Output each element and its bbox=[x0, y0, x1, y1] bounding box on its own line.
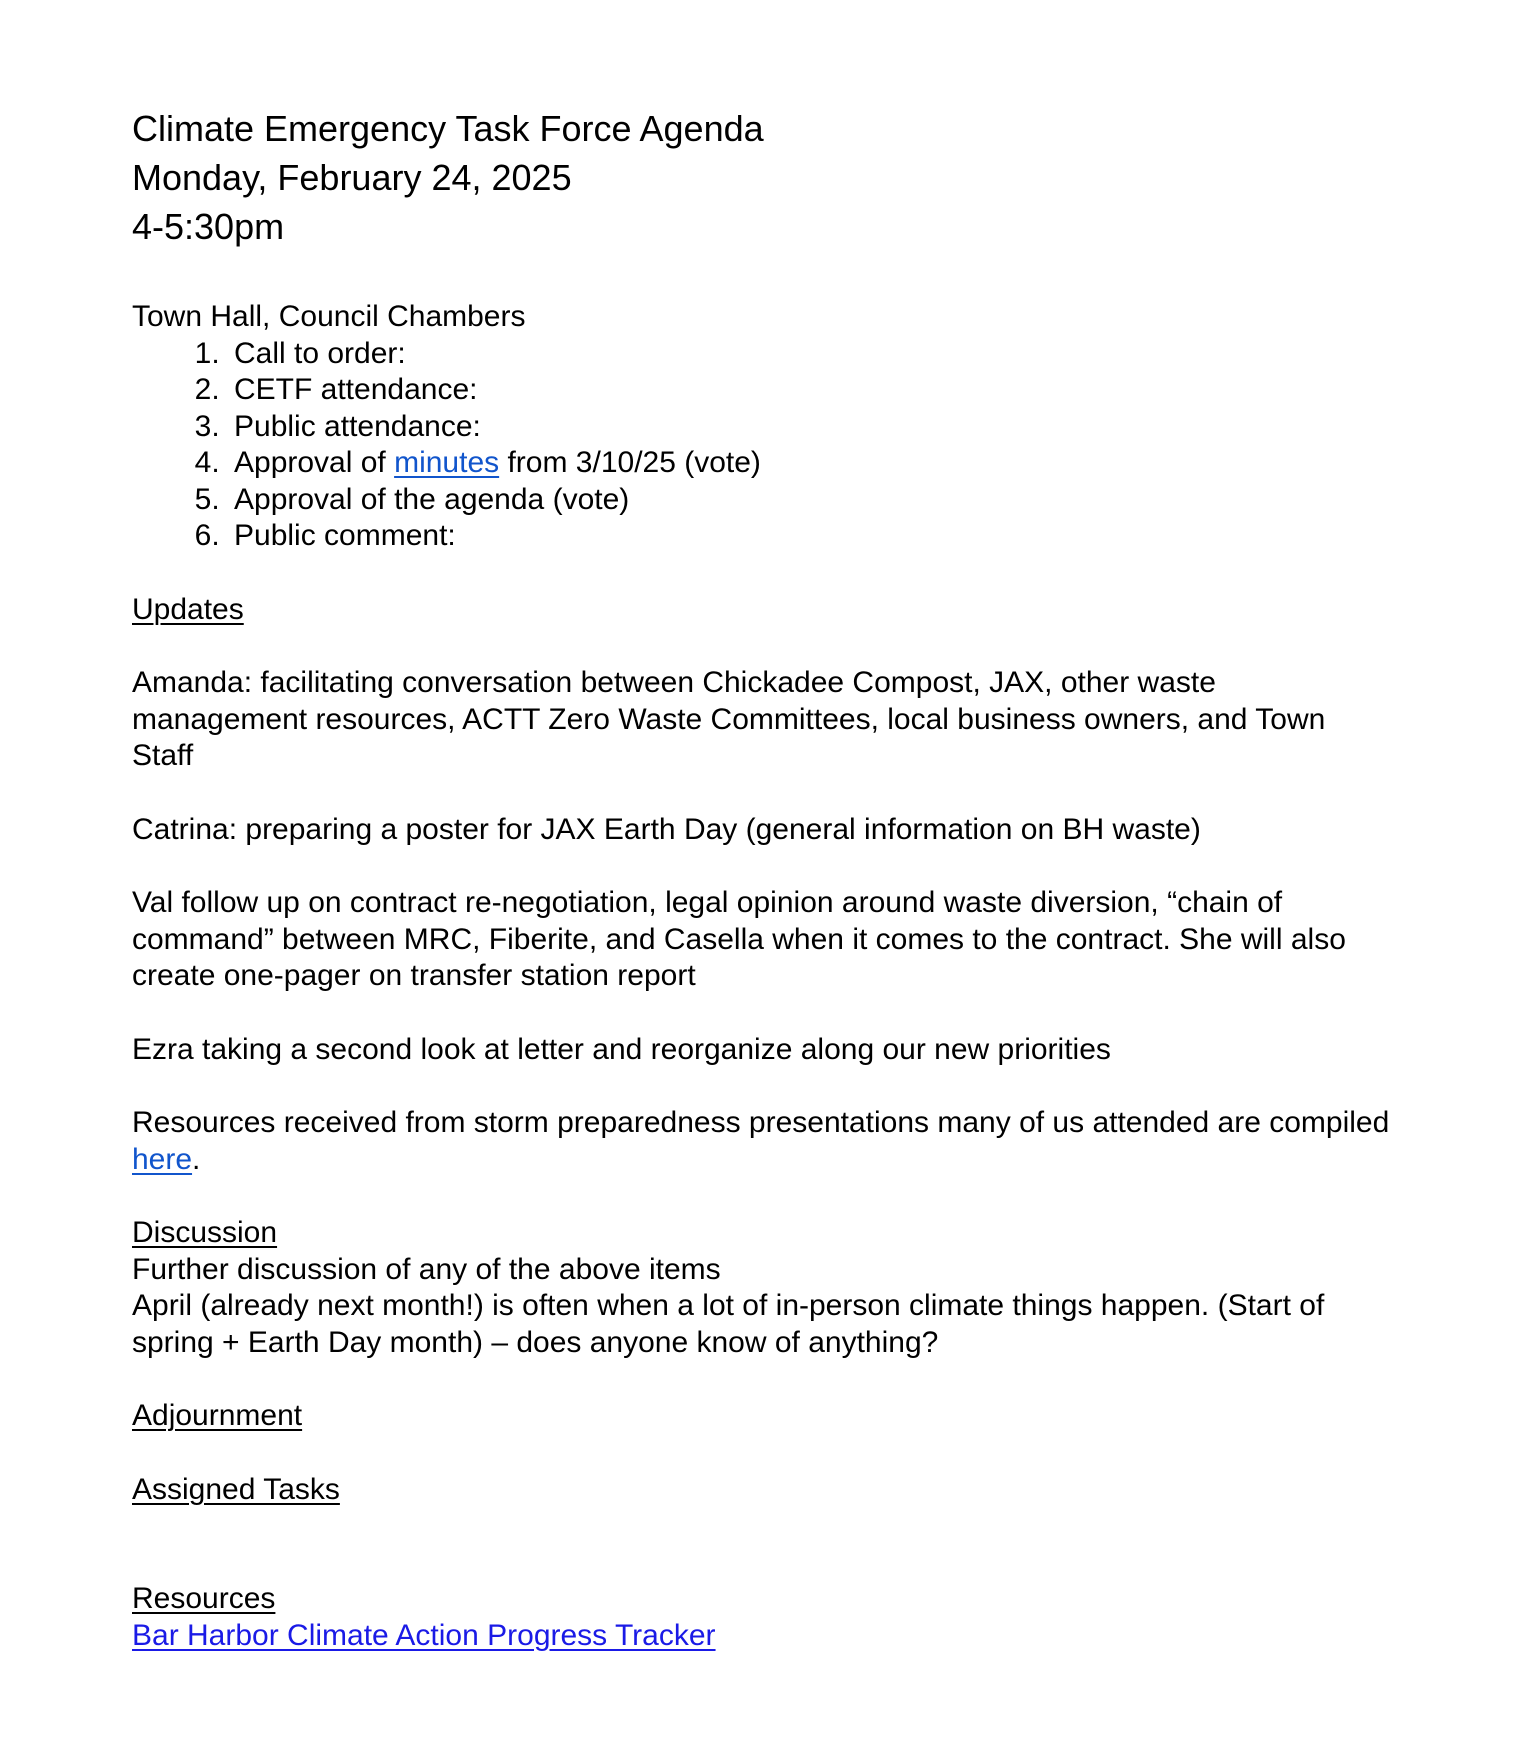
agenda-item: 3. Public attendance: bbox=[228, 409, 1392, 446]
progress-tracker-link[interactable]: Bar Harbor Climate Action Progress Tracker bbox=[132, 1618, 716, 1652]
minutes-link[interactable]: minutes bbox=[394, 446, 500, 479]
here-link[interactable]: here bbox=[132, 1142, 193, 1176]
adjournment-heading: Adjournment bbox=[132, 1399, 303, 1432]
agenda-item: 1. Call to order: bbox=[228, 336, 1392, 373]
meeting-date: Monday, February 24, 2025 bbox=[132, 157, 572, 198]
agenda-item: 5. Approval of the agenda (vote) bbox=[228, 482, 1392, 519]
agenda-item: 2. CETF attendance: bbox=[228, 372, 1392, 409]
meeting-location: Town Hall, Council Chambers bbox=[132, 300, 526, 333]
discussion-line-1: Further discussion of any of the above items bbox=[132, 1252, 721, 1286]
agenda-item: 6. Public comment: bbox=[228, 518, 1392, 555]
assigned-tasks-heading: Assigned Tasks bbox=[132, 1472, 340, 1506]
updates-heading: Updates bbox=[132, 592, 244, 626]
update-amanda: Amanda: facilitating conversation between Chickadee Compost, JAX, other waste management resources, ACTT Zero Waste Committees, local business owners, and Town Staff bbox=[132, 666, 1326, 772]
agenda-list bbox=[132, 336, 1392, 555]
title-block bbox=[132, 104, 1392, 251]
discussion-heading: Discussion bbox=[132, 1216, 278, 1249]
meeting-time: 4-5:30pm bbox=[132, 206, 285, 247]
document-page bbox=[132, 104, 1392, 1654]
update-catrina: Catrina: preparing a poster for JAX Earth Day (general information on BH waste) bbox=[132, 812, 1201, 846]
update-resources: Resources received from storm preparedness presentations many of us attended are compiled here. bbox=[132, 1106, 1390, 1176]
discussion-line-2: April (already next month!) is often when a lot of in-person climate things happen. (Start of spring + Earth Day month) – does anyone know of anything? bbox=[132, 1289, 1325, 1359]
update-val: Val follow up on contract re-negotiation, legal opinion around waste diversion, “chain of command” between MRC, Fiberite, and Casella when it comes to the contract. She will also create one-pager on transfer station report bbox=[132, 886, 1346, 992]
update-ezra: Ezra taking a second look at letter and reorganize along our new priorities bbox=[132, 1032, 1111, 1066]
resources-heading: Resources bbox=[132, 1582, 276, 1615]
agenda-item: 4. Approval of minutes from 3/10/25 (vote) bbox=[228, 445, 1392, 482]
document-title: Climate Emergency Task Force Agenda bbox=[132, 108, 764, 149]
